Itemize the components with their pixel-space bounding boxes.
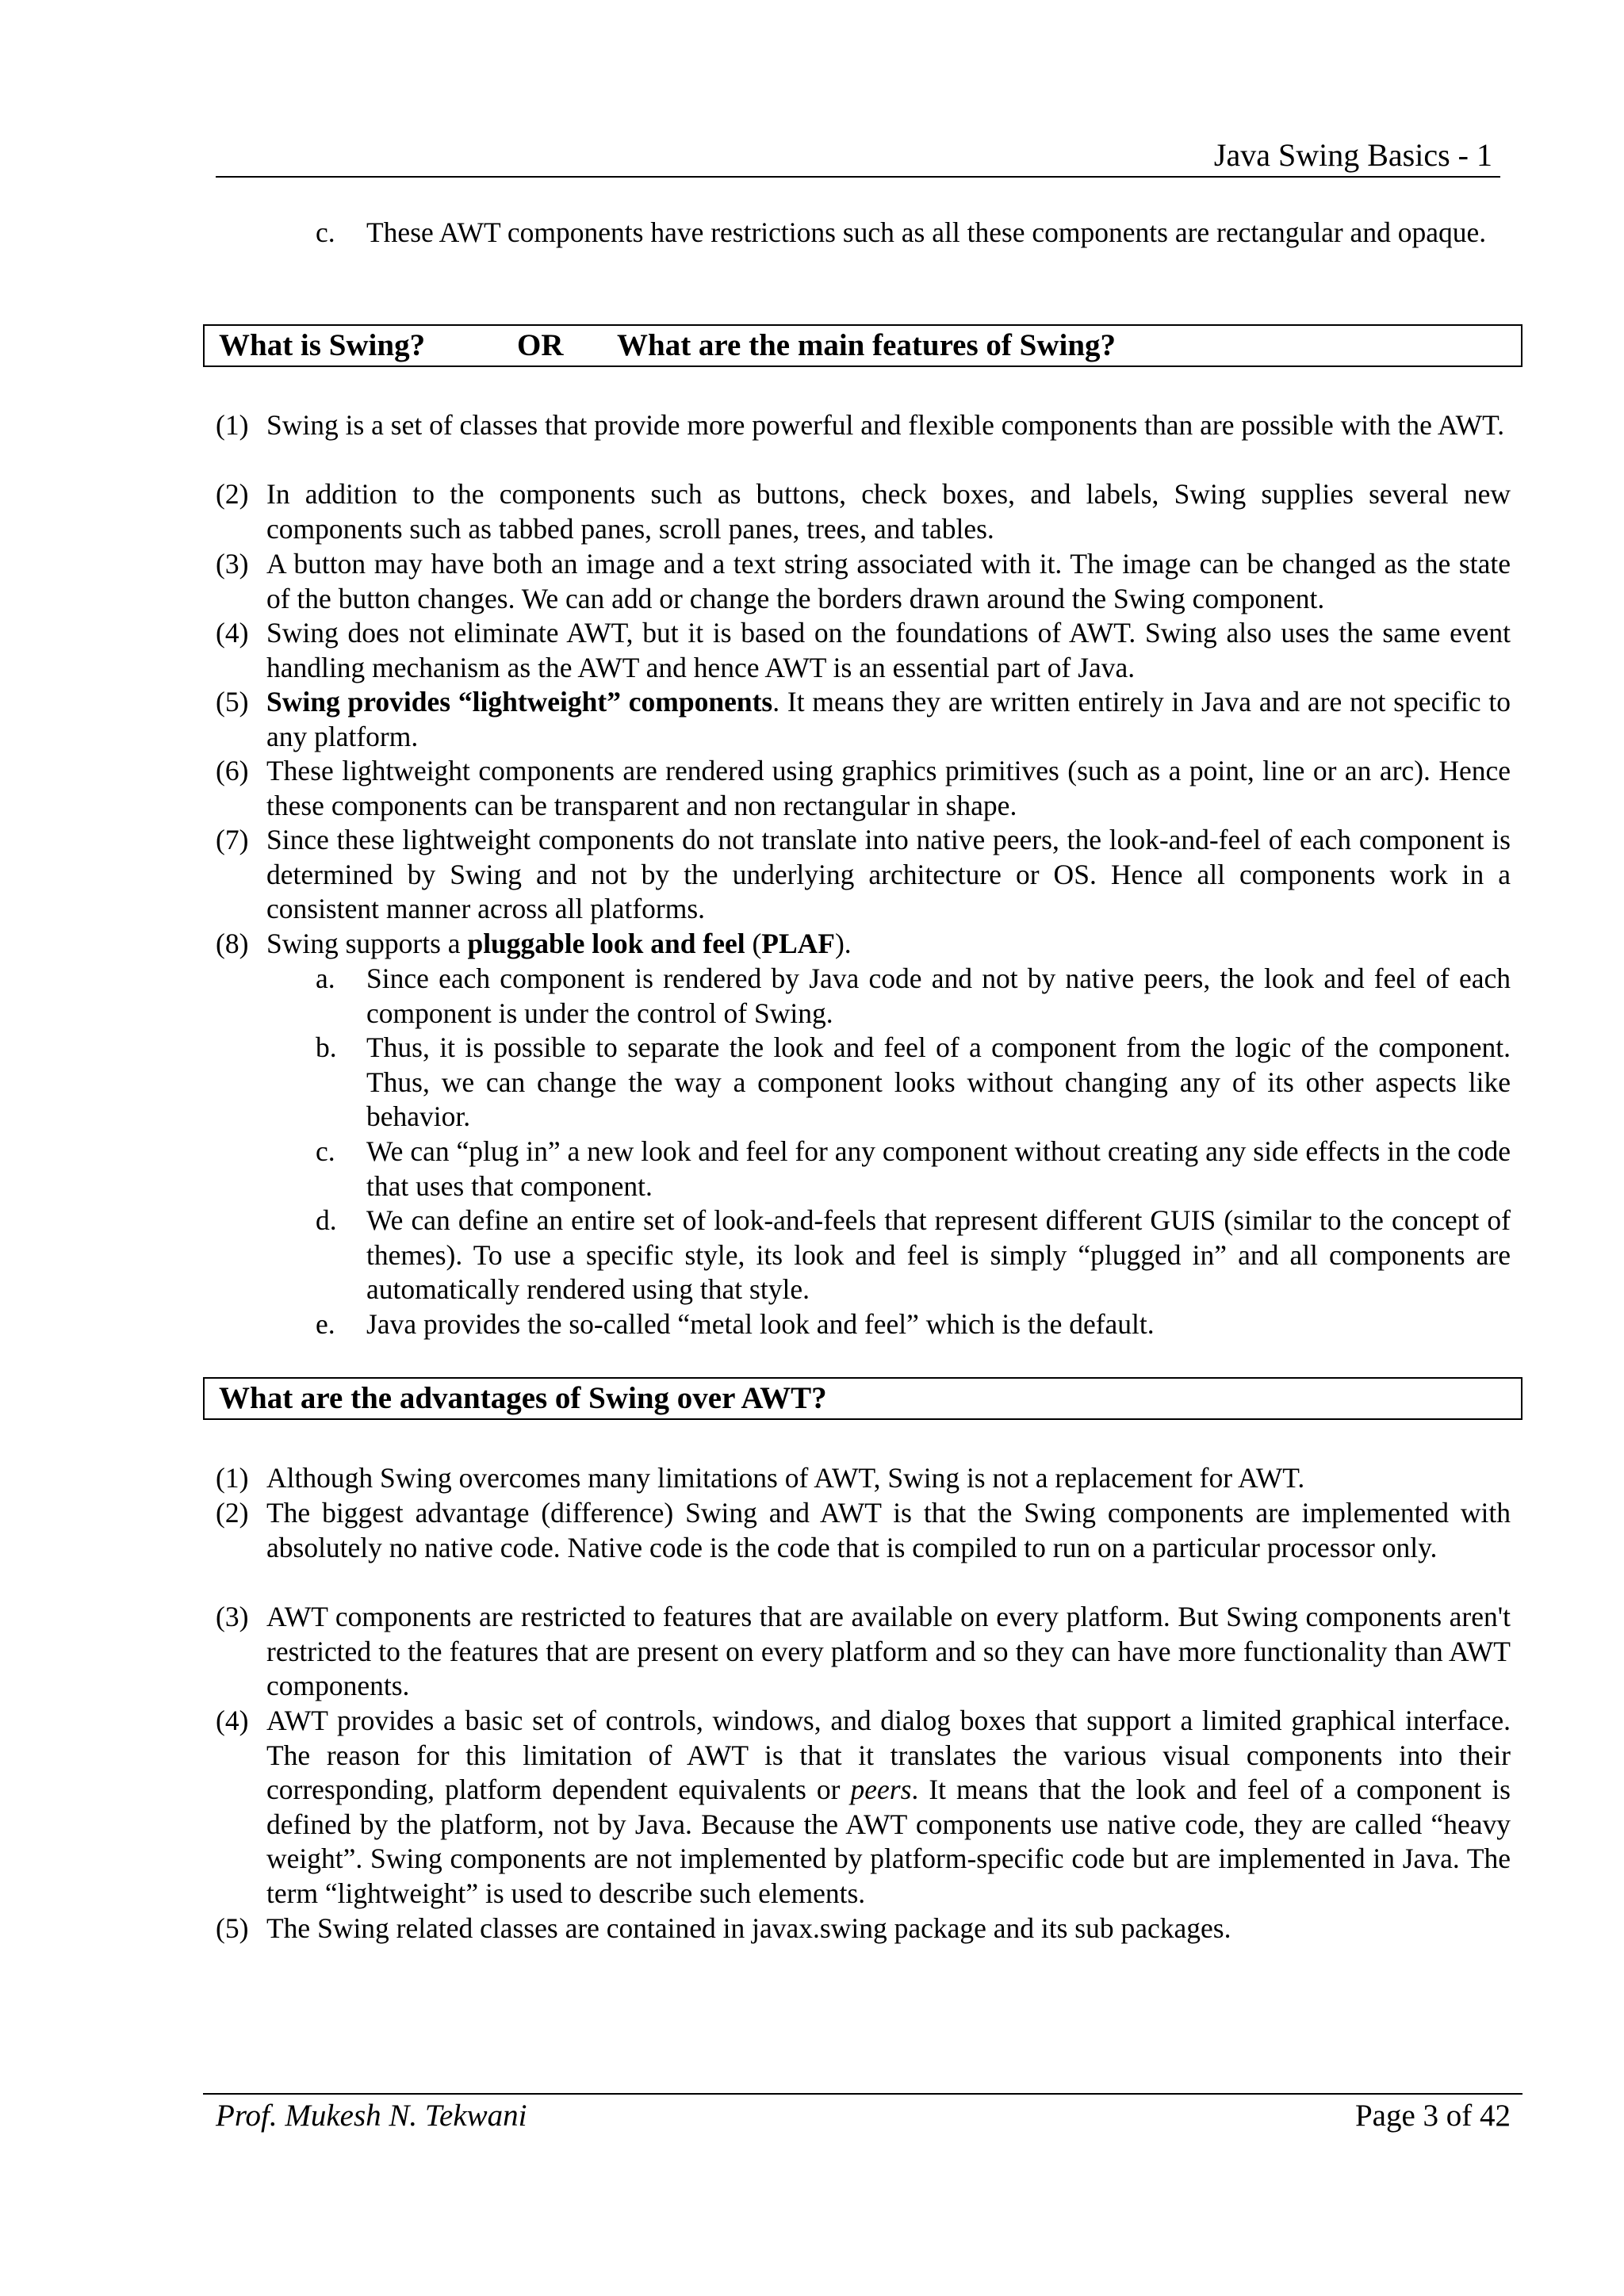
item-number: (3) [216,1601,249,1632]
list-item [216,685,1511,754]
list-item [216,754,1511,823]
header-rule [216,176,1500,178]
list-item [216,1600,1511,1704]
item-text [266,1704,1511,1911]
item-number: (1) [216,1462,249,1494]
item-italic-text: peers [850,1774,912,1805]
item-text: Swing is a set of classes that provide more powerful and flexible components than are possible with the AWT. [266,409,1505,441]
footer-rule [203,2093,1522,2095]
item-number: (4) [216,1705,249,1736]
list-item [216,823,1511,927]
section-heading-or: OR [517,328,564,362]
item-number: (8) [216,928,249,959]
item-text-rest: . It means they are written entirely in Java and are not specific to any platform. [266,686,1511,752]
item-number: (5) [216,1912,249,1944]
list-item [216,1461,1511,1496]
item-number: (6) [216,755,249,786]
item-number: (4) [216,617,249,649]
intro-subitem [316,216,1511,251]
footer-author: Prof. Mukesh N. Tekwani [216,2099,527,2133]
list-item [216,408,1511,443]
item-text: In addition to the components such as buttons, check boxes, and labels, Swing supplies several new components such as tabbed panes, scroll panes, trees, and tables. [266,478,1511,545]
subitem [316,1135,1511,1203]
list-item [216,1911,1511,1946]
item-text: The biggest advantage (difference) Swing and AWT is that the Swing components are implemented with absolutely no native code. Native code is the code that is compiled to run on a particular processor only. [266,1497,1511,1563]
item-number: (2) [216,478,249,510]
item-text-part: ( [745,928,762,959]
item-text-part: Swing supports a [266,928,468,959]
item-number: (5) [216,686,249,718]
item-text: Since these lightweight components do not translate into native peers, the look-and-feel of each component is determined by Swing and not by the underlying architecture or OS. Hence all components work in a consistent manner across all platforms. [266,824,1511,924]
subitem-text: These AWT components have restrictions such as all these components are rectangular and opaque. [366,216,1487,248]
subitem-letter: d. [316,1204,337,1236]
subitem [316,1307,1511,1342]
footer-page-number: Page 3 of 42 [1354,2099,1511,2133]
running-header: Java Swing Basics - 1 [1213,137,1492,173]
item-text: Swing does not eliminate AWT, but it is based on the foundations of AWT. Swing also uses the same event handling mechanism as the AWT and hence AWT is an essential part of Java. [266,617,1511,683]
subitem-text: We can “plug in” a new look and feel for any component without creating any side effects in the code that uses that component. [366,1135,1511,1202]
list-item [216,547,1511,616]
section-heading-box [203,1377,1522,1420]
list-item [216,477,1511,546]
item-text-part: ). [834,928,852,959]
subitem-text: Thus, it is possible to separate the look and feel of a component from the logic of the component. Thus, we can change the way a component looks without changing any of its other aspects like behavior. [366,1031,1511,1132]
item-text: A button may have both an image and a text string associated with it. The image can be changed as the state of the button changes. We can add or change the borders drawn around the Swing component. [266,548,1511,614]
subitem-letter: b. [316,1031,337,1063]
subitem-letter: c. [316,1135,335,1167]
list-item [216,927,1511,962]
item-text-part: . It means that the look and feel of a component is defined by the platform, not by Java. Because the AWT components use native code, they are called “heavy weight”. Swing components are not implemented by platform-specific code but are implemented in Java. The term “lightweight” is used to describe such elements. [266,1774,1511,1909]
item-bold-text: Swing provides “lightweight” components [266,686,773,718]
subitem [316,962,1511,1031]
list-item [216,1704,1511,1911]
item-text [266,927,1511,962]
item-number: (2) [216,1497,249,1529]
section-heading: What are the main features of Swing? [617,328,1116,362]
item-text: Although Swing overcomes many limitations of AWT, Swing is not a replacement for AWT. [266,1462,1305,1494]
section-heading-box [203,324,1522,367]
list-item [216,616,1511,685]
subitem [316,1031,1511,1135]
section-heading: What is Swing? [219,328,426,362]
item-text: These lightweight components are rendered using graphics primitives (such as a point, line or an arc). Hence these components can be transparent and non rectangular in shape. [266,755,1511,821]
item-number: (1) [216,409,249,441]
list-item [216,1496,1511,1565]
item-text: AWT components are restricted to features that are available on every platform. But Swing components aren't restricted to the features that are present on every platform and so they can have more functionality than AWT components. [266,1601,1511,1701]
subitem-text: Java provides the so-called “metal look and feel” which is the default. [366,1308,1155,1340]
subitem-text: Since each component is rendered by Java code and not by native peers, the look and feel of each component is under the control of Swing. [366,962,1511,1029]
subitem-letter: a. [316,962,335,994]
item-text-part: AWT provides a basic set of controls, windows, and dialog boxes that support a limited graphical interface. The reason for this limitation of AWT is that it translates the various visual components into their corresponding, platform dependent equivalents or [266,1705,1511,1805]
subitem-letter: e. [316,1308,335,1340]
subitem-letter: c. [316,216,335,248]
subitem-text: We can define an entire set of look-and-feels that represent different GUIS (similar to the concept of themes). To use a specific style, its look and feel is simply “plugged in” and all components are automatically rendered using that style. [366,1204,1511,1305]
item-text: The Swing related classes are contained in javax.swing package and its sub packages. [266,1912,1231,1944]
item-text [266,685,1511,754]
item-bold-text: pluggable look and feel [467,928,745,959]
section-heading: What are the advantages of Swing over AWT? [219,1381,827,1415]
subitem [316,1203,1511,1307]
item-number: (7) [216,824,249,855]
item-bold-text: PLAF [761,928,835,959]
item-number: (3) [216,548,249,580]
